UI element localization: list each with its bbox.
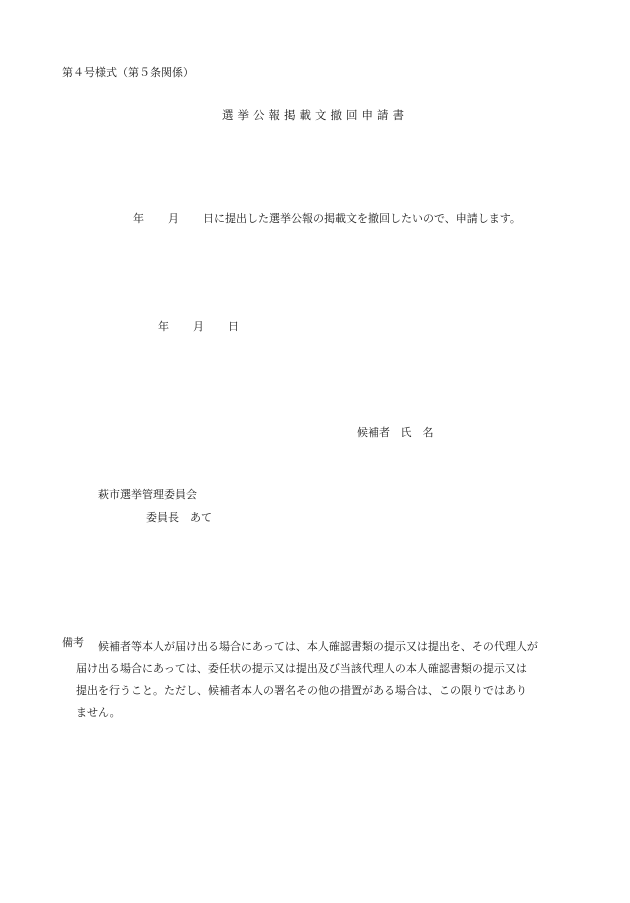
remark-label: 備考 [62, 636, 84, 649]
addressee-organization: 萩市選挙管理委員会 [98, 488, 197, 501]
statement-text: 日に提出した選挙公報の掲載文を撤回したいので、申請します。 [203, 212, 521, 225]
application-statement [133, 212, 521, 226]
addressee-person: 委員長 あて [146, 511, 212, 524]
remark-line: 届け出る場合にあっては、委任状の提示又は提出及び当該代理人の本人確認書類の提示又は [76, 662, 527, 675]
application-date [158, 320, 239, 334]
remark-text [76, 636, 576, 724]
candidate-signature-line [357, 426, 434, 440]
statement-month: 月 [168, 212, 179, 225]
date-year: 年 [158, 320, 169, 333]
candidate-name-label: 氏 名 [400, 426, 434, 439]
remark-line: 候補者等本人が届け出る場合にあっては、本人確認書類の提示又は提出を、その代理人が [98, 640, 538, 653]
form-number: 第４号様式（第５条関係） [62, 66, 194, 79]
date-day: 日 [228, 320, 239, 333]
date-month: 月 [193, 320, 204, 333]
statement-year: 年 [133, 212, 144, 225]
remark-line: 提出を行うこと。ただし、候補者本人の署名その他の措置がある場合は、この限りではあり [76, 684, 527, 697]
document-title: 選挙公報掲載文撤回申請書 [222, 108, 408, 122]
candidate-label: 候補者 [357, 426, 390, 439]
remark-line: ません。 [76, 706, 121, 719]
